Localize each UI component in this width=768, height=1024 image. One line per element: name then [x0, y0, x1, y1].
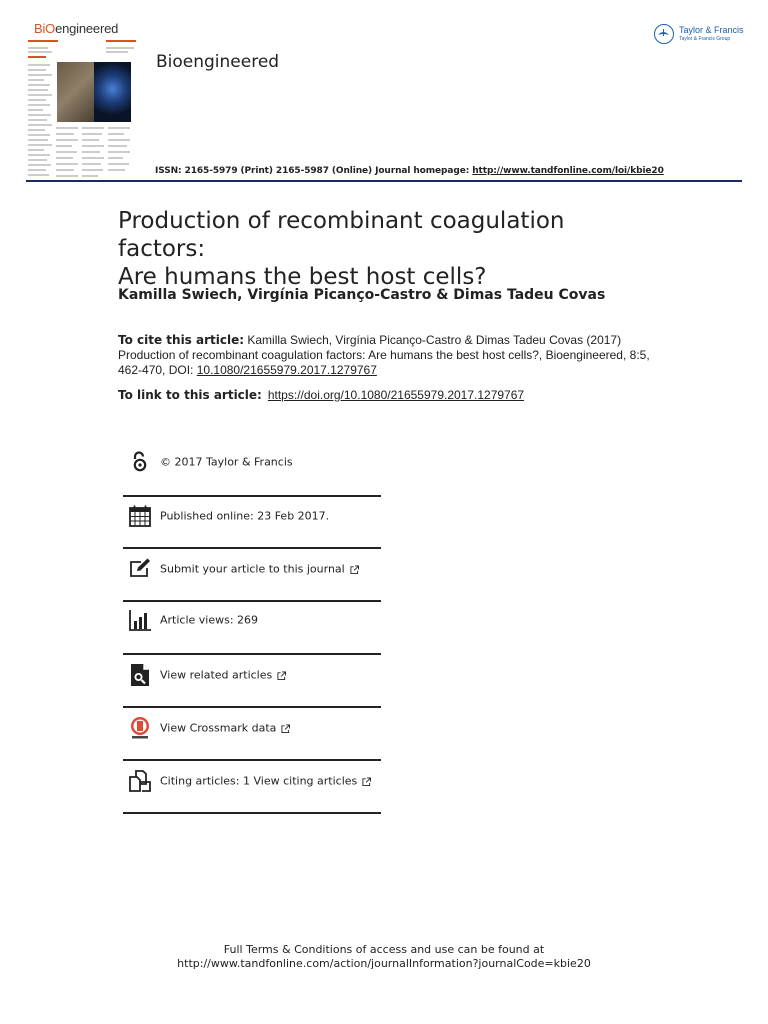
issn-line: ISSN: 2165-5979 (Print) 2165-5987 (Online) Journal homepage: http://www.tandfonline.com/loi/kbie20 [155, 166, 664, 176]
cite-text: Kamilla Swiech, Virgínia Picanço-Castro & Dimas Tadeu Covas (2017) Production of recombinant coagulation factors: Are humans the best host cells?, Bioengineered, 8:5, 462-470, DOI: [118, 333, 650, 377]
crossmark-icon [128, 716, 152, 740]
published-date-text: Published online: 23 Feb 2017. [160, 509, 330, 523]
crossmark-link[interactable]: View Crossmark data [160, 722, 290, 735]
row-divider [123, 812, 381, 814]
article-link-line [118, 388, 524, 402]
row-crossmark[interactable] [123, 702, 381, 754]
publisher-logo-icon [654, 24, 674, 44]
terms-text: Full Terms & Conditions of access and use can be found at [223, 943, 545, 956]
external-link-icon [362, 777, 371, 786]
link-label: To link to this article: [118, 388, 262, 402]
row-published [123, 490, 381, 542]
journal-name: Bioengineered [156, 52, 280, 72]
row-related-articles[interactable] [123, 649, 381, 701]
copyright-text: © 2017 Taylor & Francis [160, 455, 293, 469]
citation-block [118, 333, 658, 378]
cover-logo: BiOengineered [34, 21, 119, 36]
publisher-name: Taylor & Francis [679, 25, 744, 35]
external-link-icon [350, 565, 359, 574]
cite-label: To cite this article: [118, 333, 245, 347]
article-views-text: Article views: 269 [160, 613, 259, 627]
row-article-views [123, 594, 381, 646]
external-link-icon [281, 724, 290, 733]
external-link-icon [277, 671, 286, 680]
row-copyright [123, 436, 381, 488]
journal-cover-thumbnail [26, 20, 142, 180]
journal-homepage-link[interactable]: http://www.tandfonline.com/loi/kbie20 [472, 166, 664, 176]
cite-doi-link[interactable]: 10.1080/21655979.2017.1279767 [196, 363, 377, 377]
article-authors: Kamilla Swiech, Virgínia Picanço-Castro & Dimas Tadeu Covas [118, 287, 606, 303]
search-document-icon [128, 663, 152, 687]
publisher-logo [654, 22, 749, 46]
terms-url[interactable]: http://www.tandfonline.com/action/journalInformation?journalCode=kbie20 [177, 957, 591, 970]
terms-footer [0, 943, 768, 971]
header-divider [26, 180, 742, 182]
submit-article-link[interactable]: Submit your article to this journal [160, 563, 359, 576]
row-citing-articles[interactable] [123, 755, 381, 807]
bar-chart-icon [128, 608, 152, 632]
cover-image-fluorescence [94, 62, 131, 122]
calendar-icon [128, 504, 152, 528]
citing-articles-icon [128, 769, 152, 793]
citing-articles-link[interactable]: Citing articles: 1 View citing articles [160, 775, 371, 788]
related-articles-link[interactable]: View related articles [160, 669, 286, 682]
article-title: Production of recombinant coagulation factors: Are humans the best host cells? [118, 208, 565, 290]
edit-icon [128, 557, 152, 581]
publisher-subtitle: Taylor & Francis Group [679, 36, 731, 42]
open-access-icon [128, 450, 152, 474]
article-doi-link[interactable]: https://doi.org/10.1080/21655979.2017.1279767 [267, 388, 525, 402]
row-submit-article[interactable] [123, 543, 381, 595]
